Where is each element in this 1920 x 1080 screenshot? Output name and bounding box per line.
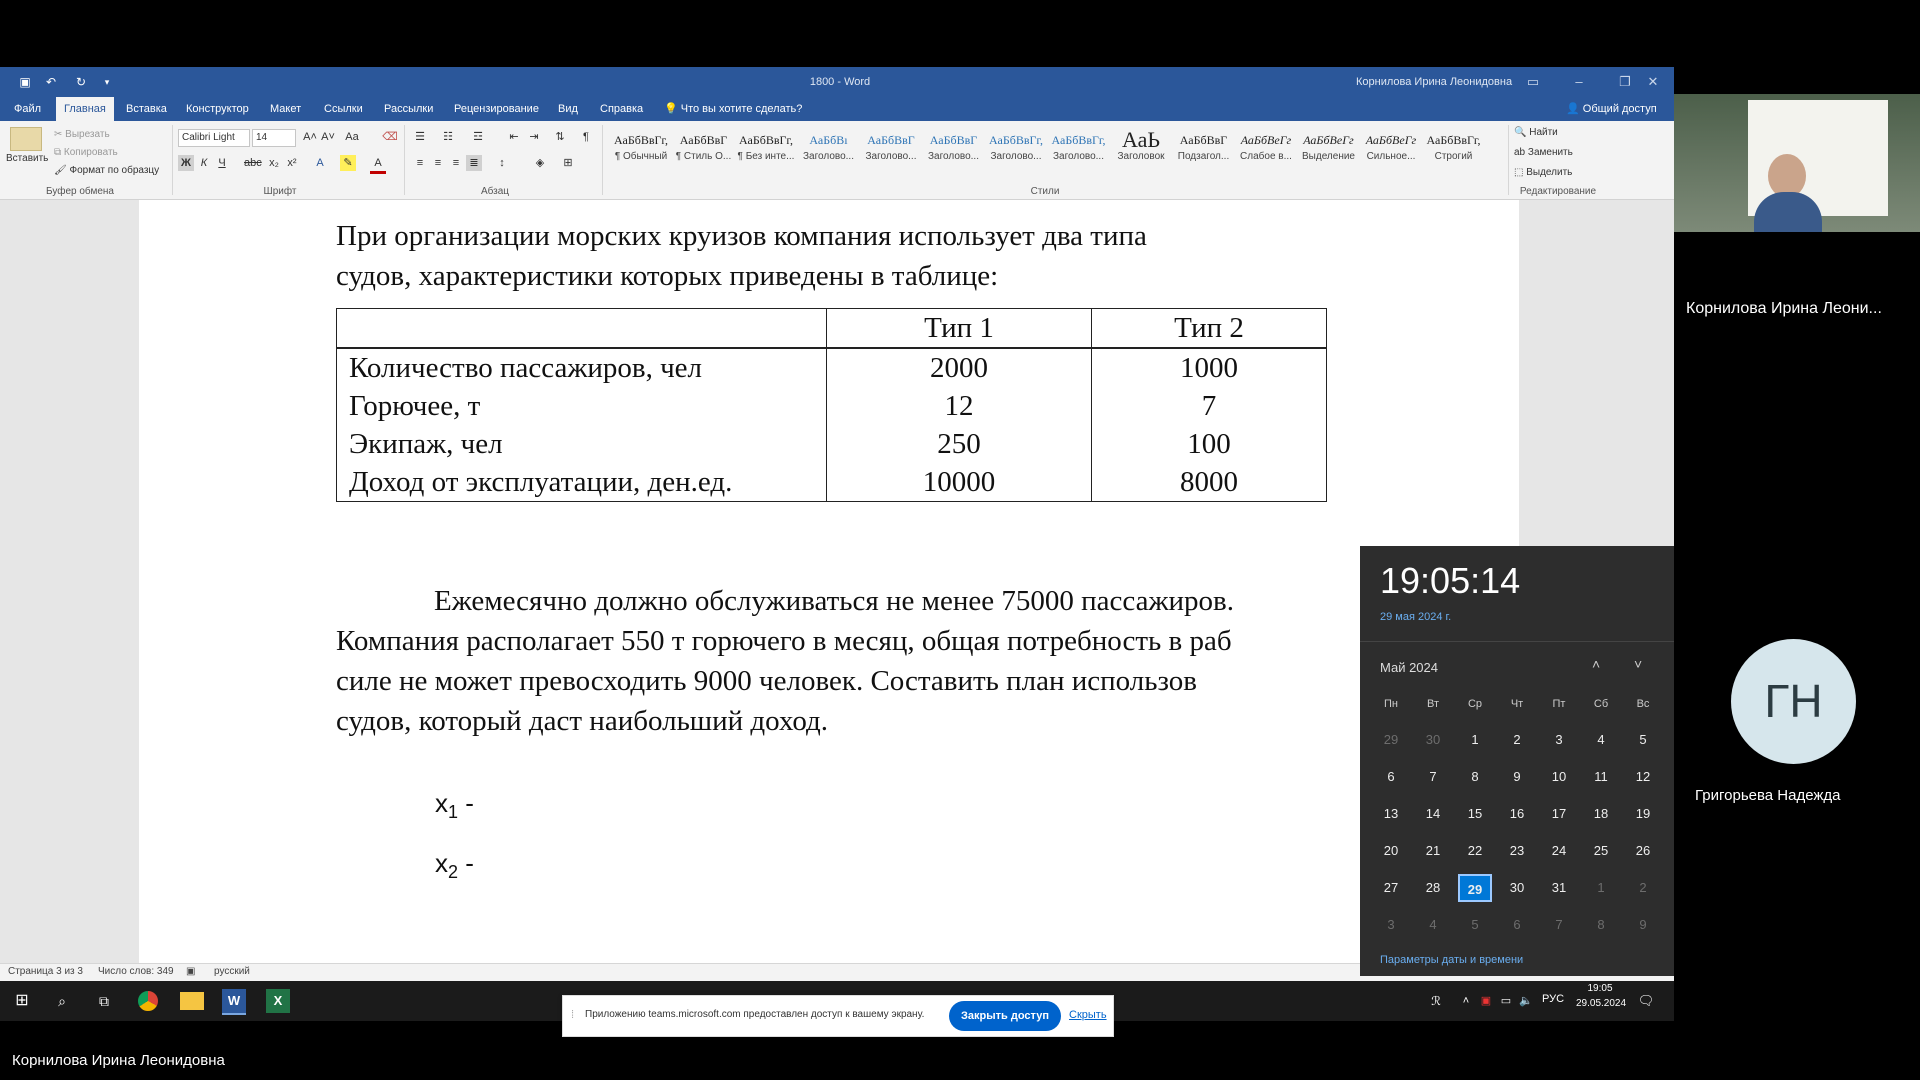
copy-button[interactable] xyxy=(54,147,118,158)
table-row xyxy=(337,348,1327,387)
calendar-day[interactable]: 29 xyxy=(1383,732,1399,747)
table-cell: Горючее, т xyxy=(337,387,827,425)
calendar-day[interactable]: 18 xyxy=(1593,806,1609,821)
table-cell: 10000 xyxy=(827,463,1092,502)
participant-name: Григорьева Надежда xyxy=(1695,787,1841,804)
tab-help[interactable]: Справка xyxy=(600,103,644,115)
share-message: Приложению teams.microsoft.com предоставлен доступ к вашему экрану. xyxy=(585,1009,925,1020)
undo-icon[interactable]: ↶ xyxy=(45,75,57,89)
style-name: Заголово... xyxy=(803,151,854,162)
calendar-day[interactable]: 24 xyxy=(1551,843,1567,858)
variable-x1 xyxy=(435,788,474,823)
style-name: ¶ Стиль О... xyxy=(675,151,732,162)
taskbar-time: 19:05 xyxy=(1587,983,1613,994)
bold-icon[interactable]: Ж xyxy=(178,155,194,171)
style-sample: АаБбВвГ xyxy=(679,133,728,147)
calendar-day[interactable]: 9 xyxy=(1639,917,1647,932)
paragraph-2-line-3: силе не может превосходить 9000 человек. Составить план использов xyxy=(336,665,1197,697)
clock-time: 19:05:14 xyxy=(1380,560,1521,601)
style-item[interactable] xyxy=(610,129,672,173)
replace-button[interactable] xyxy=(1514,147,1573,158)
presenter-name: Корнилова Ирина Леонидовна xyxy=(12,1052,225,1069)
search-icon: 🔍 xyxy=(1514,127,1530,138)
table-cell: 1000 xyxy=(1092,348,1327,387)
style-item[interactable] xyxy=(1173,129,1235,173)
table-cell: 2000 xyxy=(827,348,1092,387)
weekday-label: Вт xyxy=(1426,698,1439,710)
styles-group-label: Стили xyxy=(1030,186,1060,197)
style-name: Строгий xyxy=(1434,151,1473,162)
calendar-day[interactable]: 26 xyxy=(1635,843,1651,858)
maximize-icon[interactable]: ❐ xyxy=(1619,74,1631,89)
style-sample: АаБбВвГг, xyxy=(988,133,1043,147)
table-header-row xyxy=(337,309,1327,349)
calendar-month[interactable]: Май 2024 xyxy=(1380,660,1438,675)
font-name-select[interactable]: Calibri Light xyxy=(178,129,250,147)
align-center-icon[interactable]: ≡ xyxy=(434,157,442,169)
paragraph-2-line-2: Компания располагает 550 т горючего в месяц, общая потребность в раб xyxy=(336,625,1232,657)
style-sample: АаБбВеГг xyxy=(1240,133,1292,147)
style-item[interactable] xyxy=(1298,129,1360,173)
style-item[interactable] xyxy=(1110,129,1172,173)
income-label: Доход от эксплуатации, ден.ед. xyxy=(349,465,733,498)
select-icon: ⬚ xyxy=(1514,167,1527,178)
shading-icon[interactable]: ◈ xyxy=(535,157,545,169)
line-spacing-icon[interactable]: ↕ xyxy=(499,157,505,169)
calendar-day[interactable]: 9 xyxy=(1513,769,1521,784)
word-count[interactable]: Число слов: 349 xyxy=(98,966,174,977)
calendar-day[interactable]: 10 xyxy=(1551,769,1567,784)
tab-review[interactable]: Рецензирование xyxy=(454,103,539,115)
font-color-icon[interactable]: A xyxy=(370,155,386,174)
sort-icon[interactable]: ⇅ xyxy=(555,131,565,143)
calendar-day[interactable]: 31 xyxy=(1551,880,1567,895)
x2-symbol: x xyxy=(435,848,448,878)
font-size-select[interactable]: 14 xyxy=(252,129,296,147)
x2-dash: - xyxy=(458,848,474,878)
paste-button[interactable]: Вставить xyxy=(6,153,49,164)
tab-view[interactable]: Вид xyxy=(558,103,578,115)
find-button[interactable] xyxy=(1514,127,1558,138)
italic-icon[interactable]: К xyxy=(200,157,208,169)
calendar-day[interactable]: 8 xyxy=(1471,769,1479,784)
document-title: 1800 - Word xyxy=(809,76,871,88)
calendar-day[interactable]: 30 xyxy=(1425,732,1441,747)
page-count[interactable]: Страница 3 из 3 xyxy=(8,966,83,977)
stop-sharing-button[interactable]: Закрыть доступ xyxy=(949,1001,1061,1031)
clear-format-icon[interactable]: ⌫ xyxy=(382,131,398,143)
divider xyxy=(172,125,173,195)
person-icon: 👤 xyxy=(1566,103,1583,115)
calendar-day[interactable]: 28 xyxy=(1425,880,1441,895)
calendar-day[interactable]: 6 xyxy=(1513,917,1521,932)
style-name: Заголово... xyxy=(928,151,979,162)
tab-insert[interactable]: Вставка xyxy=(126,103,167,115)
volume-icon[interactable]: 🔈 xyxy=(1519,995,1533,1007)
file-explorer-icon[interactable] xyxy=(180,992,204,1010)
subscript-icon[interactable]: x₂ xyxy=(269,157,279,169)
calendar-day[interactable]: 25 xyxy=(1593,843,1609,858)
ribbon-tabs xyxy=(0,97,1674,121)
format-painter-button[interactable] xyxy=(54,165,159,176)
table-cell: Экипаж, чел xyxy=(337,425,827,463)
increase-indent-icon[interactable]: ⇥ xyxy=(529,131,539,143)
calendar-day[interactable]: 12 xyxy=(1635,769,1651,784)
strikethrough-icon[interactable]: abc xyxy=(244,157,262,169)
calendar-day[interactable]: 15 xyxy=(1467,806,1483,821)
calendar-day[interactable]: 5 xyxy=(1639,732,1647,747)
style-sample: АаЬ xyxy=(1122,127,1160,152)
paste-icon[interactable] xyxy=(10,127,42,151)
find-label: Найти xyxy=(1529,127,1558,138)
calendar-day[interactable]: 4 xyxy=(1597,732,1605,747)
participant-name: Корнилова Ирина Леони... xyxy=(1686,300,1882,317)
table-row xyxy=(337,463,1327,502)
network-icon[interactable]: ▭ xyxy=(1500,995,1512,1007)
style-sample: АаБбВı xyxy=(809,133,848,147)
date-time-settings-link[interactable]: Параметры даты и времени xyxy=(1380,954,1524,966)
customize-qat-icon[interactable]: ▾ xyxy=(104,77,110,87)
proofing-icon[interactable]: ▣ xyxy=(186,966,196,977)
calendar-flyout xyxy=(1360,546,1674,976)
tab-references[interactable]: Ссылки xyxy=(324,103,363,115)
copy-label: Копировать xyxy=(63,147,118,158)
task-view-icon[interactable]: ⧉ xyxy=(99,993,109,1009)
ship-characteristics-table xyxy=(336,308,1327,502)
style-item[interactable] xyxy=(1048,129,1110,173)
style-name: Сильное... xyxy=(1366,151,1416,162)
calendar-day[interactable]: 3 xyxy=(1387,917,1395,932)
calendar-day[interactable]: 2 xyxy=(1513,732,1521,747)
style-sample: АаБбВвГг, xyxy=(613,133,668,147)
style-item[interactable] xyxy=(735,129,797,173)
chrome-icon[interactable] xyxy=(136,989,160,1013)
style-sample: АаБбВвГг, xyxy=(738,133,793,147)
table-cell: 8000 xyxy=(1092,463,1327,502)
chevron-up-icon[interactable]: ˄ xyxy=(1592,656,1601,672)
divider xyxy=(602,125,603,195)
minimize-icon[interactable]: – xyxy=(1575,74,1583,89)
align-left-icon[interactable]: ≡ xyxy=(416,157,424,169)
style-name: ¶ Обычный xyxy=(614,151,668,162)
replace-icon: ab xyxy=(1514,147,1528,158)
style-sample: АаБбВвГг, xyxy=(1426,133,1481,147)
font-group-label: Шрифт xyxy=(263,186,297,197)
x2-subscript: 2 xyxy=(448,862,459,883)
copy-icon: ⧉ xyxy=(54,147,64,158)
account-name[interactable]: Корнилова Ирина Леонидовна xyxy=(1356,76,1513,88)
notifications-icon[interactable]: 🗨 xyxy=(1637,993,1655,1008)
calendar-day[interactable]: 6 xyxy=(1387,769,1395,784)
people-icon[interactable]: ℛ xyxy=(1431,994,1441,1008)
style-sample: АаБбВвГ xyxy=(1179,133,1228,147)
table-cell xyxy=(337,463,827,502)
ribbon-home xyxy=(0,121,1674,200)
calendar-day[interactable]: 20 xyxy=(1383,843,1399,858)
weekday-label: Чт xyxy=(1510,698,1524,710)
calendar-day[interactable]: 5 xyxy=(1471,917,1479,932)
redo-icon[interactable]: ↻ xyxy=(75,75,87,89)
underline-icon[interactable]: Ч xyxy=(218,157,226,169)
paragraph-1-line-2: судов, характеристики которых приведены в таблице: xyxy=(336,260,999,292)
tab-mailings[interactable]: Рассылки xyxy=(384,103,434,115)
style-name: Подзагол... xyxy=(1177,151,1230,162)
calendar-day[interactable]: 21 xyxy=(1425,843,1441,858)
table-cell: 7 xyxy=(1092,387,1327,425)
numbering-icon[interactable]: ☷ xyxy=(443,131,453,143)
change-case-icon[interactable]: Aa xyxy=(345,131,359,143)
calendar-day[interactable]: 1 xyxy=(1471,732,1479,747)
clipboard-group-label: Буфер обмена xyxy=(46,186,114,197)
weekday-label: Пн xyxy=(1384,698,1398,710)
divider xyxy=(1508,125,1509,195)
variable-x2 xyxy=(435,848,474,883)
style-name: Заголово... xyxy=(865,151,917,162)
x1-subscript: 1 xyxy=(448,802,459,823)
calendar-day[interactable]: 23 xyxy=(1509,843,1525,858)
calendar-day[interactable]: 1 xyxy=(1597,880,1605,895)
calendar-day[interactable]: 19 xyxy=(1635,806,1651,821)
excel-icon[interactable]: X xyxy=(266,989,290,1013)
borders-icon[interactable]: ⊞ xyxy=(563,157,573,169)
highlight-icon[interactable]: ✎ xyxy=(340,155,356,171)
calendar-day[interactable]: 13 xyxy=(1383,806,1399,821)
decrease-indent-icon[interactable]: ⇤ xyxy=(509,131,519,143)
cut-button[interactable] xyxy=(54,129,110,140)
calendar-day[interactable]: 7 xyxy=(1555,917,1563,932)
style-item[interactable] xyxy=(923,129,985,173)
style-item[interactable] xyxy=(860,129,922,173)
shrink-font-icon[interactable]: A˅ xyxy=(321,131,335,143)
styles-gallery xyxy=(606,121,1486,181)
grow-font-icon[interactable]: A˄ xyxy=(303,131,317,143)
table-cell: 100 xyxy=(1092,425,1327,463)
table-header-cell: Тип 1 xyxy=(827,309,1092,349)
paragraph-2-line-1: Ежемесячно должно обслуживаться не менее 75000 пассажиров. xyxy=(434,585,1234,617)
style-name: Выделение xyxy=(1302,151,1355,162)
tell-me-search[interactable] xyxy=(656,97,810,121)
style-sample: АаБбВеГг xyxy=(1365,133,1417,147)
security-icon[interactable]: ▣ xyxy=(1480,995,1492,1007)
screen-share-bar xyxy=(562,995,1114,1037)
calendar-today[interactable]: 29 xyxy=(1458,874,1492,902)
cut-label: Вырезать xyxy=(65,129,110,140)
style-item[interactable] xyxy=(798,129,860,173)
style-sample: АаБбВвГг, xyxy=(1051,133,1106,147)
style-name: Заголово... xyxy=(1053,151,1104,162)
bullets-icon[interactable]: ☰ xyxy=(415,131,425,143)
calendar-day[interactable]: 3 xyxy=(1555,732,1563,747)
hide-link[interactable]: Скрыть xyxy=(1069,1009,1107,1021)
style-name: Заголово... xyxy=(990,151,1042,162)
input-language[interactable]: РУС xyxy=(1542,993,1565,1005)
table-cell: 12 xyxy=(827,387,1092,425)
calendar-day[interactable]: 22 xyxy=(1467,843,1483,858)
style-name: Заголовок xyxy=(1117,151,1165,162)
windows-start-icon[interactable]: ⊞ xyxy=(15,992,29,1009)
select-button[interactable] xyxy=(1514,167,1572,178)
brush-icon: 🖌 xyxy=(54,165,70,176)
tab-design[interactable]: Конструктор xyxy=(186,103,249,115)
calendar-day[interactable]: 7 xyxy=(1429,769,1437,784)
superscript-icon[interactable]: x² xyxy=(287,157,297,169)
calendar-grid xyxy=(1360,546,1674,946)
ribbon-options-icon[interactable]: ▭ xyxy=(1526,74,1540,89)
calendar-day[interactable]: 16 xyxy=(1509,806,1525,821)
x1-symbol: x xyxy=(435,788,448,818)
calendar-day[interactable]: 27 xyxy=(1383,880,1399,895)
avatar[interactable]: ГН xyxy=(1731,639,1856,764)
x1-dash: - xyxy=(458,788,474,818)
table-row xyxy=(337,387,1327,425)
save-icon[interactable]: ▣ xyxy=(19,75,31,89)
taskbar-date: 29.05.2024 xyxy=(1576,998,1627,1009)
lightbulb-icon: 💡 xyxy=(664,103,681,115)
multilevel-list-icon[interactable]: ☲ xyxy=(473,131,483,143)
style-sample: АаБбВвГ xyxy=(929,133,978,147)
editing-group-label: Редактирование xyxy=(1519,186,1597,197)
style-item[interactable] xyxy=(1235,129,1297,173)
calendar-day[interactable]: 30 xyxy=(1509,880,1525,895)
table-header-cell xyxy=(337,309,827,349)
close-icon[interactable]: ✕ xyxy=(1647,74,1659,89)
calendar-day[interactable]: 8 xyxy=(1597,917,1605,932)
align-right-icon[interactable]: ≡ xyxy=(452,157,460,169)
justify-icon[interactable]: ≣ xyxy=(466,155,482,171)
weekday-label: Вс xyxy=(1636,698,1650,710)
calendar-day[interactable]: 14 xyxy=(1425,806,1441,821)
word-title-bar xyxy=(0,67,1674,97)
calendar-day[interactable]: 4 xyxy=(1429,917,1437,932)
style-item[interactable] xyxy=(985,129,1047,173)
style-name: Слабое в... xyxy=(1240,151,1292,162)
style-sample: АаБбВеГг xyxy=(1303,133,1354,147)
paragraph-group-label: Абзац xyxy=(480,186,510,197)
calendar-day[interactable]: 17 xyxy=(1551,806,1567,821)
participant-video[interactable] xyxy=(1674,94,1920,232)
tab-file[interactable]: Файл xyxy=(14,103,42,115)
scissors-icon: ✂ xyxy=(54,129,66,140)
chevron-down-icon[interactable]: ˅ xyxy=(1634,656,1643,672)
weekday-label: Сб xyxy=(1593,698,1609,710)
language[interactable]: русский xyxy=(214,966,250,977)
pilcrow-icon[interactable]: ¶ xyxy=(583,131,589,143)
paragraph-1-line-1: При организации морских круизов компания использует два типа xyxy=(336,220,1147,252)
chevron-up-icon[interactable]: ˄ xyxy=(1462,995,1470,1007)
tell-me-label: Что вы хотите сделать? xyxy=(680,103,803,115)
select-label: Выделить xyxy=(1526,167,1573,178)
table-cell: 250 xyxy=(827,425,1092,463)
weekday-label: Ср xyxy=(1467,698,1483,710)
format-painter-label: Формат по образцу xyxy=(69,165,160,176)
table-cell: Количество пассажиров, чел xyxy=(337,348,827,387)
search-icon[interactable]: ⌕ xyxy=(58,993,66,1009)
taskbar-clock[interactable] xyxy=(1576,983,1627,1009)
tab-home[interactable]: Главная xyxy=(56,97,114,121)
style-item[interactable] xyxy=(1360,129,1422,173)
document-page[interactable] xyxy=(139,200,1519,963)
table-header-cell: Тип 2 xyxy=(1092,309,1327,349)
clock-date[interactable]: 29 мая 2024 г. xyxy=(1380,611,1452,623)
calendar-day[interactable]: 11 xyxy=(1594,769,1608,784)
share-label: Общий доступ xyxy=(1582,103,1657,115)
word-icon[interactable]: W xyxy=(222,989,246,1015)
shared-screen xyxy=(0,67,1674,1022)
replace-label: Заменить xyxy=(1527,147,1573,158)
style-name: ¶ Без инте... xyxy=(737,151,795,162)
style-item[interactable] xyxy=(673,129,735,173)
calendar-day[interactable]: 2 xyxy=(1639,880,1647,895)
tab-layout[interactable]: Макет xyxy=(270,103,302,115)
paragraph-2-line-4: судов, который даст наибольший доход. xyxy=(336,705,829,737)
style-item[interactable] xyxy=(1423,129,1485,173)
weekday-label: Пт xyxy=(1552,698,1566,710)
divider xyxy=(404,125,405,195)
share-button[interactable] xyxy=(1558,97,1665,121)
drag-handle-icon[interactable]: ⁞ xyxy=(571,1009,575,1021)
style-sample: АаБбВвГ xyxy=(867,133,915,147)
table-row xyxy=(337,425,1327,463)
text-effects-icon[interactable]: A xyxy=(316,157,324,169)
